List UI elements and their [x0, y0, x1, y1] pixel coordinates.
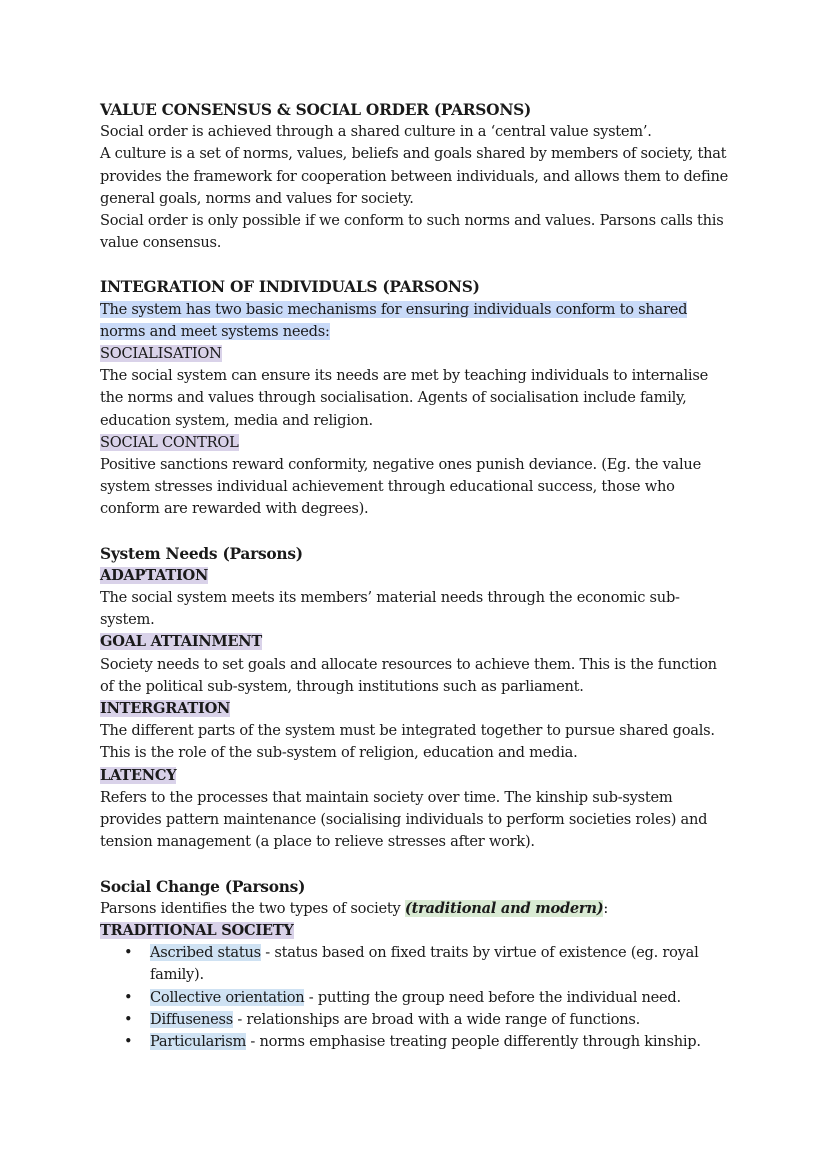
definition: - putting the group need before the individual need. [304, 988, 681, 1006]
paragraph: Refers to the processes that maintain society over time. The kinship sub-system provides pattern maintenance (socialising individuals to perform societies roles) and tension management (a place to relieve stresses after work). [100, 788, 708, 851]
term: Particularism [150, 1032, 247, 1050]
section-integration [100, 276, 732, 520]
bullet-list [100, 942, 732, 1053]
list-item [124, 942, 732, 986]
subheading-label: LATENCY [100, 766, 177, 784]
paragraph: A culture is a set of norms, values, beliefs and goals shared by members of society, that provides the framework for cooperation between individuals, and allows them to define general goals, norms and values for society. [100, 145, 729, 207]
section-system-needs [100, 543, 732, 854]
bullet-icon: • [124, 944, 133, 962]
paragraph: The social system meets its members’ material needs through the economic sub-system. [100, 589, 680, 629]
highlighted-intro: The system has two basic mechanisms for ensuring individuals conform to shared norms and meet systems needs: [100, 300, 688, 340]
subheading-label: TRADITIONAL SOCIETY [100, 921, 294, 939]
highlighted-types: (traditional and modern) [404, 899, 604, 917]
paragraph: Social order is achieved through a shared culture in a ‘central value system’. [100, 123, 652, 141]
paragraph: The social system can ensure its needs are met by teaching individuals to internalise the norms and values through socialisation. Agents of socialisation include family, education system, media and religion. [100, 367, 708, 429]
intro-paragraph [100, 898, 732, 920]
paragraph: Society needs to set goals and allocate resources to achieve them. This is the function of the political sub-system, through institutions such as parliament. [100, 655, 717, 695]
bullet-icon: • [124, 1010, 133, 1028]
section-heading: VALUE CONSENSUS & SOCIAL ORDER (PARSONS) [100, 101, 532, 119]
list-item [124, 1009, 732, 1031]
paragraph: The different parts of the system must be integrated together to pursue shared goals. This is the role of the sub-system of religion, education and media. [100, 722, 715, 762]
document-page [100, 99, 732, 1075]
term: Collective orientation [150, 988, 305, 1006]
definition: - relationships are broad with a wide range of functions. [232, 1010, 641, 1028]
term: Ascribed status [150, 944, 261, 962]
term: Diffuseness [150, 1010, 233, 1028]
intro-text: Parsons identifies the two types of society [100, 899, 405, 917]
definition: - status based on fixed traits by virtue of existence (eg. royal family). [150, 944, 699, 984]
subheading-label: INTERGRATION [100, 700, 231, 718]
list-item [124, 1031, 732, 1053]
list-item [124, 987, 732, 1009]
bullet-icon: • [124, 988, 133, 1006]
paragraph: Social order is only possible if we conform to such norms and values. Parsons calls this value consensus. [100, 212, 724, 252]
section-social-change [100, 876, 732, 1054]
section-heading: INTEGRATION OF INDIVIDUALS (PARSONS) [100, 278, 480, 297]
subheading-label: SOCIAL CONTROL [100, 433, 239, 451]
section-value-consensus [100, 99, 732, 254]
subheading-label: SOCIALISATION [100, 345, 222, 363]
definition: - norms emphasise treating people differently through kinship. [246, 1032, 701, 1050]
intro-colon: : [603, 899, 609, 917]
section-heading: Social Change (Parsons) [100, 877, 306, 896]
bullet-icon: • [124, 1032, 133, 1050]
paragraph: Positive sanctions reward conformity, negative ones punish deviance. (Eg. the value system stresses individual achievement through educational success, those who conform are rewarded with degrees). [100, 456, 701, 518]
subheading-label: GOAL ATTAINMENT [100, 633, 262, 651]
subheading-label: ADAPTATION [100, 566, 209, 584]
section-heading: System Needs (Parsons) [100, 544, 303, 563]
